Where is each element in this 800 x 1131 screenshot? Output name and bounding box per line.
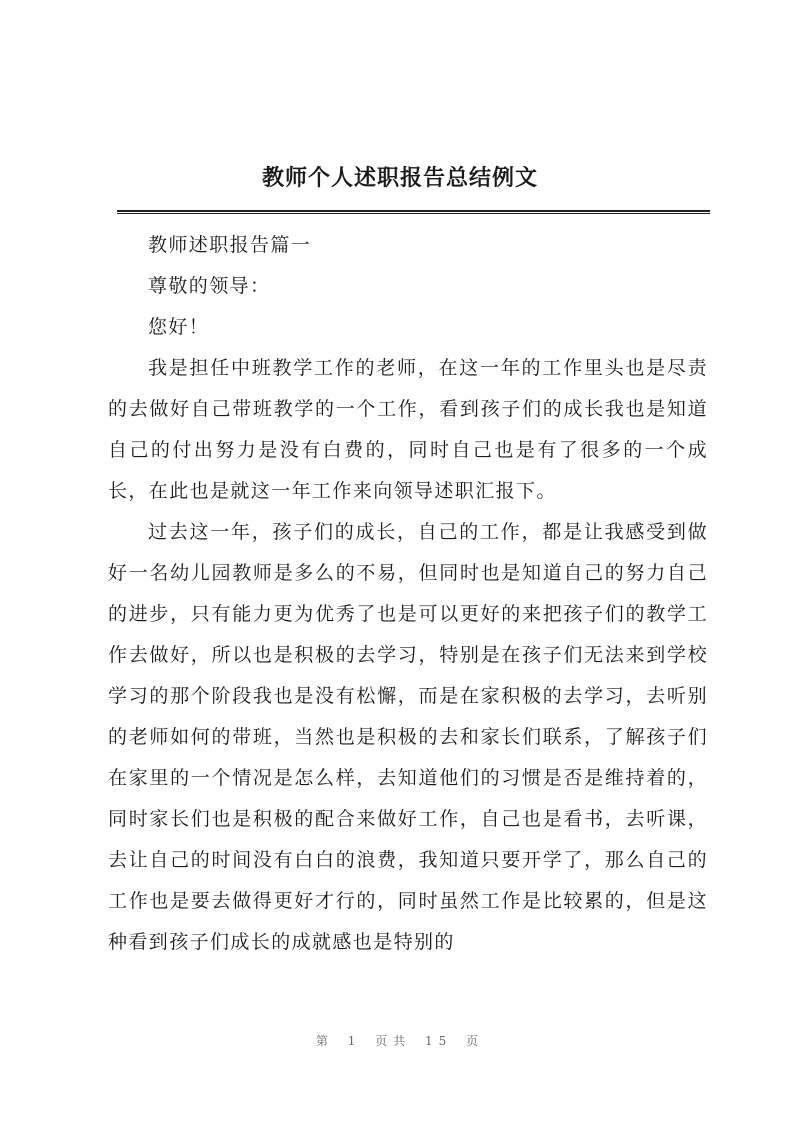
title-divider [117,210,710,214]
section-heading: 教师述职报告篇一 [148,234,312,256]
body-paragraph: 我是担任中班教学工作的老师，在这一年的工作里头也是尽责的去做好自己带班教学的一个工作，看到孩子们的成长我也是知道自己的付出努力是没有白费的，同时自己也是有了很多的一个成长，在此也是就这一年工作来向领导述职汇报下。 [108,357,708,502]
body-paragraph: 过去这一年，孩子们的成长，自己的工作，都是让我感受到做好一名幼儿园教师是多么的不易，但同时也是知道自己的努力自己的进步，只有能力更为优秀了也是可以更好的来把孩子们的教学工作去做好，所以也是积极的去学习，特别是在孩子们无法来到学校学习的那个阶段我也是没有松懈，而是在家积极的去学习，去听别的老师如何的带班，当然也是积极的去和家长们联系，了解孩子们在家里的一个情况是怎么样，去知道他们的习惯是否是维持着的，同时家长们也是积极的配合来做好工作，自己也是看书，去听课，去让自己的时间没有白白的浪费，我知道只要开学了，那么自己的工作也是要去做得更好才行的，同时虽然工作是比较累的，但是这种看到孩子们成长的成就感也是特别的 [108,521,708,953]
salutation: 尊敬的领导： [148,275,271,297]
document-body [108,225,708,963]
page-number-footer: 第 1 页共 15 页 [315,1034,485,1048]
greeting: 您好！ [148,316,210,338]
document-title: 教师个人述职报告总结例文 [261,165,538,191]
